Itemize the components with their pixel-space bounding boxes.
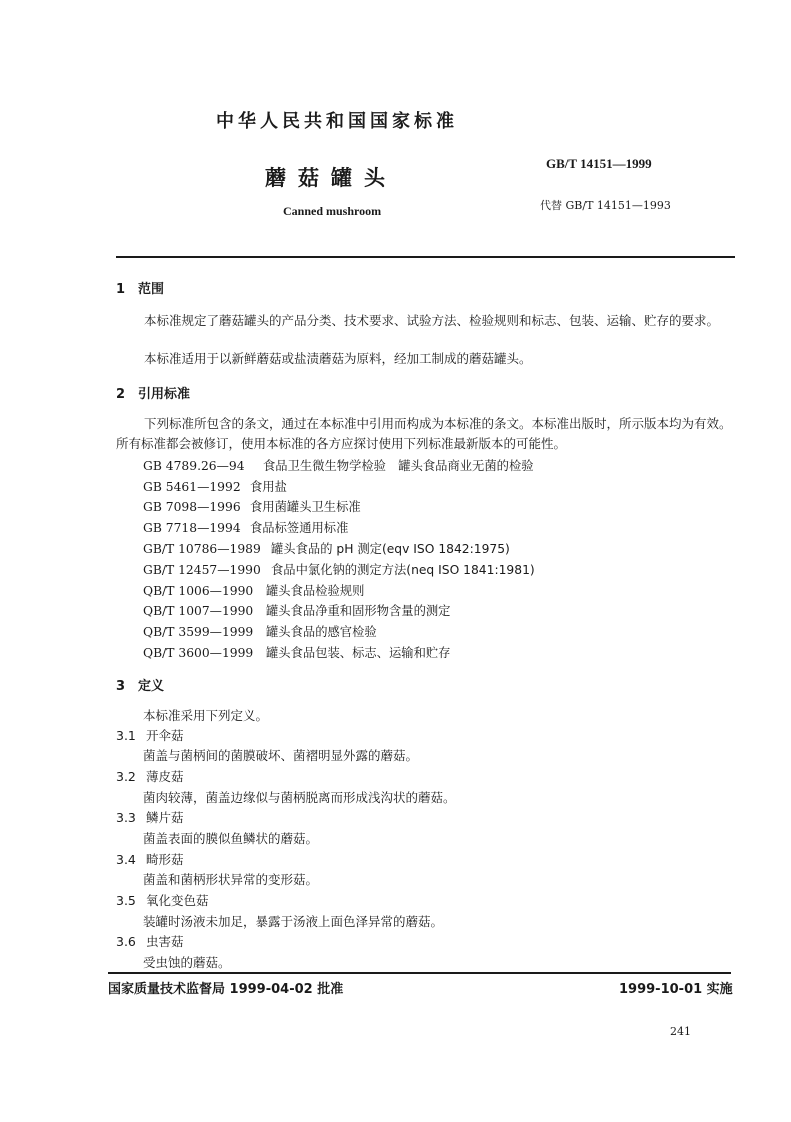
definition-number: 3.5 [116,893,136,908]
section-1-para-1: 本标准规定了蘑菇罐头的产品分类、技术要求、试验方法、检验规则和标志、包装、运输、贮存的要求。 [144,313,720,328]
reference-code: GB/T 12457—1990 [143,563,261,577]
section-2-intro: 下列标准所包含的条文，通过在本标准中引用而构成为本标准的条文。本标准出版时，所示版本均为有效。所有标准都会被修订，使用本标准的各方应探讨使用下列标准最新版本的可能性。 [116,416,732,451]
reference-item [143,539,510,557]
standard-number: GB/T 14151—1999 [546,156,652,171]
definition-term [116,808,184,826]
definition-name: 氧化变色菇 [146,893,209,908]
reference-code: GB/T 10786—1989 [143,542,261,556]
definition-number: 3.4 [116,852,136,867]
reference-item [143,643,450,661]
reference-code: GB 4789.26—94 [143,459,245,473]
section-1-heading: 1 范围 [116,282,165,297]
section-3-heading: 3 定义 [116,679,165,694]
definition-name: 鳞片菇 [146,810,184,825]
definition-description: 菌盖表面的膜似鱼鳞状的蘑菇。 [143,831,319,846]
reference-title: 食品卫生微生物学检验 罐头食品商业无菌的检验 [263,459,534,473]
reference-code: GB 7098—1996 [143,500,241,514]
header-rule [116,256,735,258]
definition-number: 3.1 [116,728,136,743]
reference-item [143,456,534,474]
definition-term [116,726,184,744]
definition-term [116,891,209,909]
reference-item [143,497,361,515]
reference-title: 罐头食品净重和固形物含量的测定 [266,604,451,618]
reference-title: 罐头食品包装、标志、运输和贮存 [266,646,451,660]
reference-title: 食品标签通用标准 [250,521,349,535]
definition-name: 虫害菇 [146,934,184,949]
reference-title: 食用菌罐头卫生标准 [250,500,361,514]
definition-name: 开伞菇 [146,728,184,743]
definition-description: 菌盖与菌柄间的菌膜破坏、菌褶明显外露的蘑菇。 [143,748,419,763]
reference-item [143,581,364,599]
reference-item [143,622,377,640]
reference-code: QB/T 3600—1999 [143,646,254,660]
definition-term [116,850,184,868]
reference-item [143,477,287,495]
page-number: 241 [670,1025,691,1038]
definition-description: 菌盖和菌柄形状异常的变形菇。 [143,872,319,887]
approval-date: 国家质量技术监督局 1999-04-02 批准 [108,982,344,997]
reference-item [143,601,450,619]
definition-name: 薄皮菇 [146,769,184,784]
reference-item [143,560,535,578]
footer-rule [108,972,731,974]
definition-description: 受虫蚀的蘑菇。 [143,955,231,970]
reference-code: GB 5461—1992 [143,480,241,494]
reference-title: 罐头食品的 pH 测定(eqv ISO 1842:1975) [271,542,510,556]
definition-name: 畸形菇 [146,852,184,867]
document-title: 蘑菇罐头 [265,166,397,190]
reference-code: QB/T 1007—1990 [143,604,254,618]
effective-date: 1999-10-01 实施 [619,982,733,997]
definition-number: 3.2 [116,769,136,784]
reference-code: QB/T 1006—1990 [143,584,254,598]
reference-code: GB 7718—1994 [143,521,241,535]
section-1-para-2: 本标准适用于以新鲜蘑菇或盐渍蘑菇为原料，经加工制成的蘑菇罐头。 [144,351,532,366]
definition-term [116,932,184,950]
replaces-standard: 代替 GB/T 14151—1993 [540,199,671,212]
section-2-heading: 2 引用标准 [116,387,191,402]
definition-term [116,767,184,785]
reference-item [143,518,348,536]
definition-description: 装罐时汤液未加足，暴露于汤液上面色泽异常的蘑菇。 [143,914,444,929]
reference-code: QB/T 3599—1999 [143,625,254,639]
document-subtitle: Canned mushroom [283,204,382,218]
definition-number: 3.6 [116,934,136,949]
reference-title: 罐头食品的感官检验 [266,625,377,639]
reference-title: 食品中氯化钠的测定方法(neq ISO 1841:1981) [271,563,535,577]
header-title: 中华人民共和国国家标准 [216,111,458,132]
reference-title: 罐头食品检验规则 [266,584,365,598]
definition-number: 3.3 [116,810,136,825]
reference-title: 食用盐 [250,480,287,494]
definition-description: 菌肉较薄，菌盖边缘似与菌柄脱离而形成浅沟状的蘑菇。 [143,790,456,805]
section-3-intro: 本标准采用下列定义。 [143,708,269,723]
